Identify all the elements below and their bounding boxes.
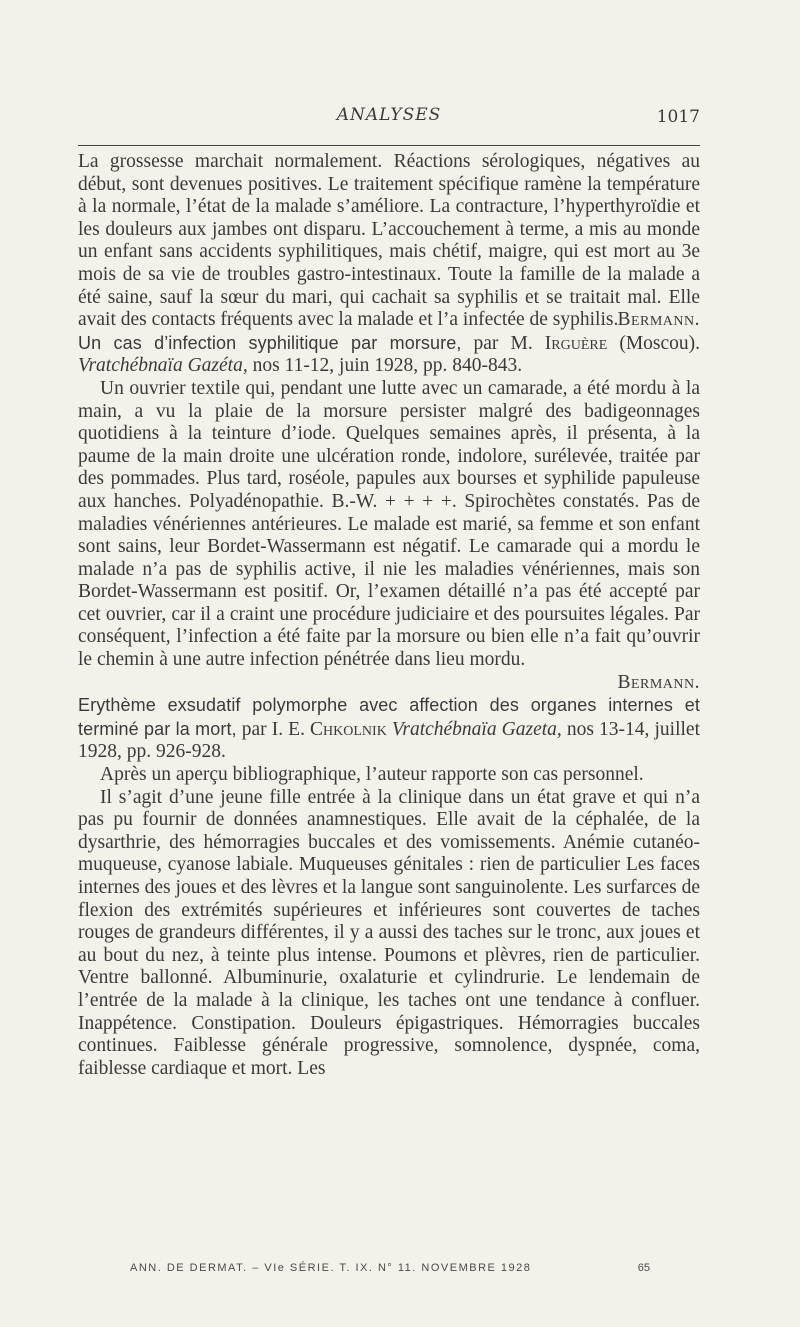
case2-signature: Bermann. xyxy=(617,671,700,693)
case2-by: par M. xyxy=(473,332,533,354)
case3-reference: nos 13-14, juillet 1928, pp. 926-928. xyxy=(78,718,700,763)
case3-journal: Vratchébnaïa Gazeta, xyxy=(391,718,562,740)
case3-paragraph-1: Après un aperçu bibliographique, l’auteur rapporte son cas personnel. xyxy=(100,764,644,786)
case3-author: Chkolnik xyxy=(310,718,387,740)
case1-paragraph: La grossesse marchait normalement. Réactions sérologiques, négatives au début, sont devenues positives. Le traitement spécifique ramène la température à la normale, l’état de la malade s’améliore. La contracture, l’hyperthyroïdie et les douleurs aux jambes ont disparu. L’accouchement à terme, a mis au monde un enfant sans accidents syphilitiques, mais chétif, maigre, qui est mort au 3e mois de sa vie de troubles gastro-intestinaux. Toute la famille de la malade a été saine, sauf la sœur du mari, qui cachait sa syphilis et se traitait mal. Elle avait des contacts fréquents avec la malade et l’a infectée de syphilis. xyxy=(78,151,700,331)
case3-heading xyxy=(78,694,700,764)
header-rule xyxy=(78,145,700,146)
case3-paragraph-2: Il s’agit d’une jeune fille entrée à la clinique dans un état grave et qui n’a pas pu fournir de données anamnestiques. Elle avait de la céphalée, de la dysarthrie, des hémorragies buccales et des vomissements. Anémie cutanéo-muqueuse, cyanose labiale. Muqueuses génitales : rien de particulier Les faces internes des joues et des lèvres et la langue sont sanguinolente. Les surfarces de flexion des extrémités supérieures et inférieures sont couvertes de taches rouges de grandeurs différentes, il y a aussi des taches sur le tronc, aux joues et au bout du nez, à teinte plus intense. Poumons et plèvres, rien de particulier. Ventre ballonné. Albuminurie, oxalaturie et cylindrurie. Le lendemain de l’entrée de la malade à la clinique, les taches ont une tendance à confluer. Inappétence. Constipation. Douleurs épigastriques. Hémorragies buccales continues. Faiblesse générale progressive, somnolence, dyspnée, coma, faiblesse cardiaque et mort. Les xyxy=(78,786,700,1079)
running-title: ANALYSES xyxy=(336,105,442,125)
case3-title: Erythème exsudatif polymorphe avec affection des organes internes et terminé par la mort, xyxy=(78,695,700,739)
footer-citation: ANN. DE DERMAT. – VIe SÉRIE. T. IX. N° 11. NOVEMBRE 1928 xyxy=(130,1262,532,1274)
footer-sheet-number: 65 xyxy=(637,1262,650,1274)
page-body xyxy=(78,151,700,1080)
page-number: 1017 xyxy=(656,107,700,127)
case2-reference: nos 11-12, juin 1928, pp. 840-843. xyxy=(252,355,523,377)
case2-title: Un cas d’infection syphilitique par morsure, xyxy=(78,332,462,353)
case3-by: par I. E. xyxy=(241,718,305,740)
page-footer xyxy=(130,1262,690,1274)
case1-signature: Bermann. xyxy=(617,309,700,331)
case2-paragraph: Un ouvrier textile qui, pendant une lutte avec un camarade, a été mordu à la main, a vu la plaie de la morsure persister malgré des badigeonnages quotidiens à la teinture d’iode. Quelques semaines après, il présenta, à la paume de la main droite une ulcération ronde, indolore, surélevée, traitée par des pommades. Plus tard, roséole, papules aux bourses et syphilide papuleuse aux hanches. Polyadénopathie. B.-W. + + + +. Spirochètes constatés. Pas de maladies vénériennes antérieures. Le malade est marié, sa femme et son enfant sont sains, leur Bordet-Wassermann est négatif. Le camarade qui a mordu le malade n’a pas de syphilis active, il nie les maladies vénériennes, mais son Bordet-Wassermann est positif. Or, l’examen détaillé n’a pas été accepté par cet ouvrier, car il a craint une procédure judiciaire et des poursuites légales. Par conséquent, l’infection a été faite par la morsure ou bien elle n’a fait qu’ouvrir le chemin à une autre infection pénétrée dans lieu mordu. xyxy=(78,377,700,671)
case2-author: Irguère xyxy=(544,332,608,354)
case2-journal: Vratchébnaïa Gazéta, xyxy=(78,355,248,377)
running-head xyxy=(78,105,700,135)
case2-heading xyxy=(78,332,700,378)
case2-place: (Moscou). xyxy=(619,332,701,354)
